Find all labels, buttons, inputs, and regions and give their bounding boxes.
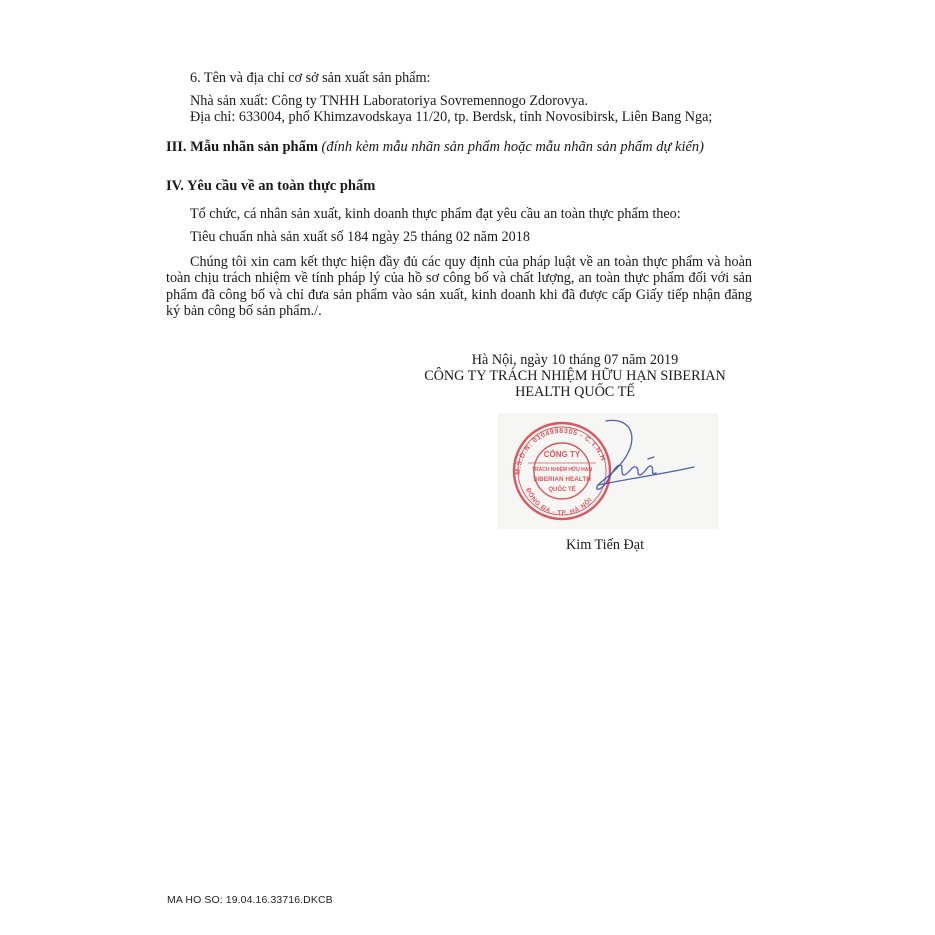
stamp-signature-area [498, 413, 718, 529]
record-code: MA HO SO: 19.04.16.33716.DKCB [167, 894, 333, 906]
signature-header [410, 352, 740, 400]
handwritten-signature [597, 420, 694, 489]
section-6-title: 6. Tên và địa chỉ cơ sở sản xuất sản phẩm: [190, 70, 431, 86]
section-3-title: III. Mẫu nhãn sản phẩm [166, 139, 318, 155]
signer-name: Kim Tiến Đạt [566, 537, 645, 553]
company-stamp [498, 413, 718, 529]
section-4-heading: IV. Yêu cầu về an toàn thực phẩm [166, 178, 376, 194]
commitment-text: Chúng tôi xin cam kết thực hiện đầy đủ các quy định của pháp luật về an toàn thực phẩm và hoàn toàn chịu trách nhiệm về tính pháp lý của hồ sơ công bố và chất lượng, an toàn thực phẩm đối với sản phẩm đã công bố và chỉ đưa sản phẩm vào sản xuất, kinh doanh khi đã được cấp Giấy tiếp nhận đăng ký bản công bố sản phẩm./. [166, 254, 752, 320]
commitment-paragraph [166, 254, 752, 320]
stamp-center-line-4: QUỐC TẾ [548, 487, 576, 493]
requirement-line-1: Tổ chức, cá nhân sản xuất, kinh doanh thực phẩm đạt yêu cầu an toàn thực phẩm theo: [190, 206, 681, 222]
section-3-heading [166, 139, 704, 156]
company-name-line-2: HEALTH QUỐC TẾ [515, 384, 635, 400]
stamp-center-line-2: TRÁCH NHIỆM HỮU HẠN [532, 467, 592, 473]
stamp-center-line-1: CÔNG TY [543, 450, 581, 459]
stamp-bottom-text: ĐỐNG ĐA - TP. HÀ NỘI [524, 487, 594, 517]
address-line: Địa chỉ: 633004, phố Khimzavodskaya 11/20, tp. Berdsk, tỉnh Novosibirsk, Liên Bang Nga; [190, 109, 713, 125]
section-3-note: (đính kèm mẫu nhãn sản phẩm hoặc mẫu nhãn sản phẩm dự kiến) [321, 139, 704, 155]
requirement-line-2: Tiêu chuẩn nhà sản xuất số 184 ngày 25 tháng 02 năm 2018 [190, 229, 530, 245]
stamp-center-line-3: SIBERIAN HEALTH [533, 476, 591, 483]
stamp-ring-text: M.S.D.N: 0104998305 - C.T.N.H [514, 427, 607, 476]
place-date: Hà Nội, ngày 10 tháng 07 năm 2019 [471, 352, 679, 368]
company-name-line-1: CÔNG TY TRÁCH NHIỆM HỮU HẠN SIBERIAN [424, 368, 726, 384]
manufacturer-line: Nhà sản xuất: Công ty TNHH Laboratoriya Sovremennogo Zdorovya. [190, 93, 589, 109]
